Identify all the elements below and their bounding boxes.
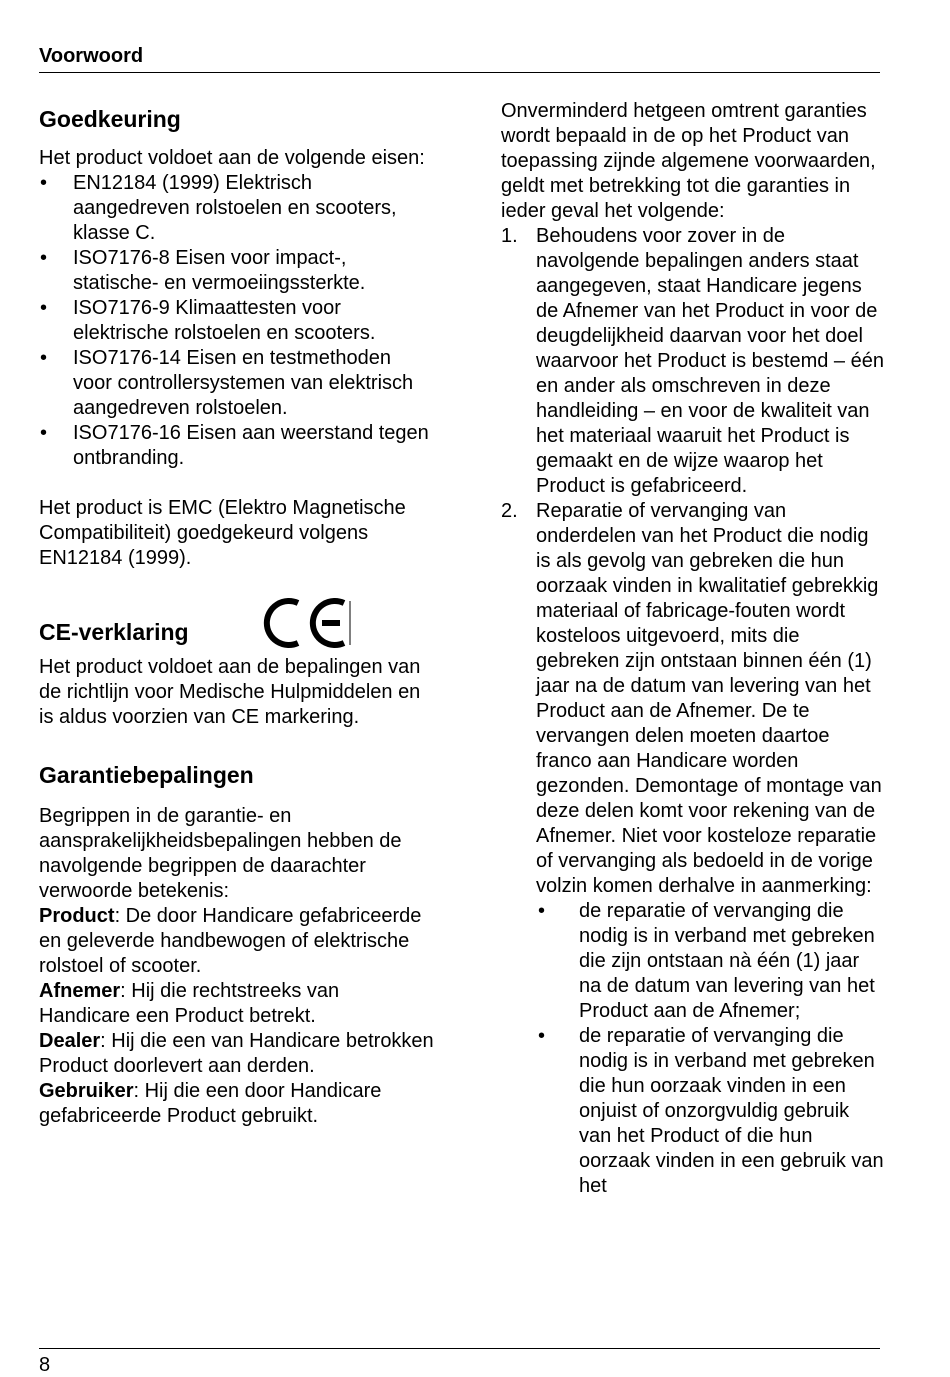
goedkeuring-heading: Goedkeuring: [39, 106, 181, 132]
definition-text: : Hij die rechtstreeks van Handicare een Product betrekt.: [39, 980, 340, 1027]
definition-term: Dealer: [39, 1030, 101, 1052]
footer-rule: [39, 1348, 880, 1349]
definition-term: Gebruiker: [39, 1080, 134, 1102]
ce-heading: CE-verklaring: [39, 619, 189, 645]
goedkeuring-intro: Het product voldoet aan de volgende eisen:: [39, 147, 425, 169]
definition-afnemer: [39, 979, 434, 1029]
definition-term: Afnemer: [39, 980, 121, 1002]
definition-gebruiker: [39, 1079, 434, 1129]
definition-product: [39, 904, 434, 979]
ce-paragraph: Het product voldoet aan de bepalingen van de richtlijn voor Medische Hulpmiddelen en is aldus voorzien van CE markering.: [39, 656, 421, 728]
emc-paragraph: Het product is EMC (Elektro Magnetische Compatibiliteit) goedgekeurd volgens EN12184 (1999).: [39, 497, 406, 569]
page-header-title: Voorwoord: [39, 45, 144, 67]
list-item: • ISO7176-16 Eisen aan weerstand tegen ontbranding.: [39, 421, 434, 471]
list-item: • ISO7176-14 Eisen en testmethoden voor controllersystemen van elektrisch aangedreven rolstoelen.: [39, 346, 434, 421]
list-item: • de reparatie of vervanging die nodig is in verband met gebreken die hun oorzaak vinden in een onjuist of onzorgvuldig gebruik van het Product of die hun oorzaak vinden in een gebruik van het: [536, 1024, 886, 1199]
ce-mark-icon: [254, 595, 354, 651]
list-item: • de reparatie of vervanging die nodig is in verband met gebreken die zijn ontstaan nà één (1) jaar na de datum van levering van het Product aan de Afnemer;: [536, 899, 886, 1024]
definition-dealer: [39, 1029, 434, 1079]
item-number: 1.: [501, 225, 518, 247]
left-column: [39, 104, 434, 1129]
item-text: Reparatie of vervanging van onderdelen van het Product die nodig is als gevolg van gebreken die hun oorzaak vinden in kwalitatief gebrekkig materiaal of fabricage-fouten wordt kosteloos uitgevoerd, mits die gebreken zijn ontstaan binnen één (1) jaar na de datum van levering van het Product aan de Afnemer. De te vervangen delen moeten daartoe franco aan Handicare worden gezonden. Demontage of montage van deze delen komt voor rekening van de Afnemer. Niet voor kosteloze reparatie of vervanging als bedoeld in de vorige volzin komen derhalve in aanmerking:: [536, 500, 882, 897]
standards-list: [39, 171, 434, 471]
garantie-heading: Garantiebepalingen: [39, 762, 254, 788]
right-column: [501, 99, 886, 1199]
list-item: • ISO7176-8 Eisen voor impact-, statische- en vermoeiingssterkte.: [39, 246, 434, 296]
garantie-intro: Begrippen in de garantie- en aansprakelijkheidsbepalingen hebben de navolgende begrippen de daarachter verwoorde betekenis:: [39, 805, 402, 902]
list-item: • EN12184 (1999) Elektrisch aangedreven rolstoelen en scooters, klasse C.: [39, 171, 434, 246]
definition-text: : Hij die een van Handicare betrokken Product doorlevert aan derden.: [39, 1030, 434, 1077]
item-text: Behoudens voor zover in de navolgende bepalingen anders staat aangegeven, staat Handicare jegens de Afnemer van het Product in voor de deugdelijkheid daarvan voor het doel waarvoor het Product is bestemd – één en ander als omschreven in deze handleiding – en voor de kwaliteit van het materiaal waaruit het Product is gemaakt en de wijze waarop het Product is gefabriceerd.: [536, 225, 884, 497]
page-number: 8: [39, 1354, 51, 1376]
header-rule: [39, 72, 880, 73]
list-item: [501, 499, 886, 1199]
warranty-intro: Onverminderd hetgeen omtrent garanties wordt bepaald in de op het Product van toepassing zijnde algemene voorwaarden, geldt met betrekking tot die garanties in ieder geval het volgende:: [501, 100, 876, 222]
warranty-list: [501, 224, 886, 1199]
definition-term: Product: [39, 905, 115, 927]
definition-text: : Hij die een door Handicare gefabriceerde Product gebruikt.: [39, 1080, 382, 1127]
definition-text: : De door Handicare gefabriceerde en geleverde handbewogen of elektrische rolstoel of scooter.: [39, 905, 422, 977]
item-number: 2.: [501, 500, 518, 522]
list-item: [501, 224, 886, 499]
exclusions-list: [536, 899, 886, 1199]
list-item: • ISO7176-9 Klimaattesten voor elektrische rolstoelen en scooters.: [39, 296, 434, 346]
